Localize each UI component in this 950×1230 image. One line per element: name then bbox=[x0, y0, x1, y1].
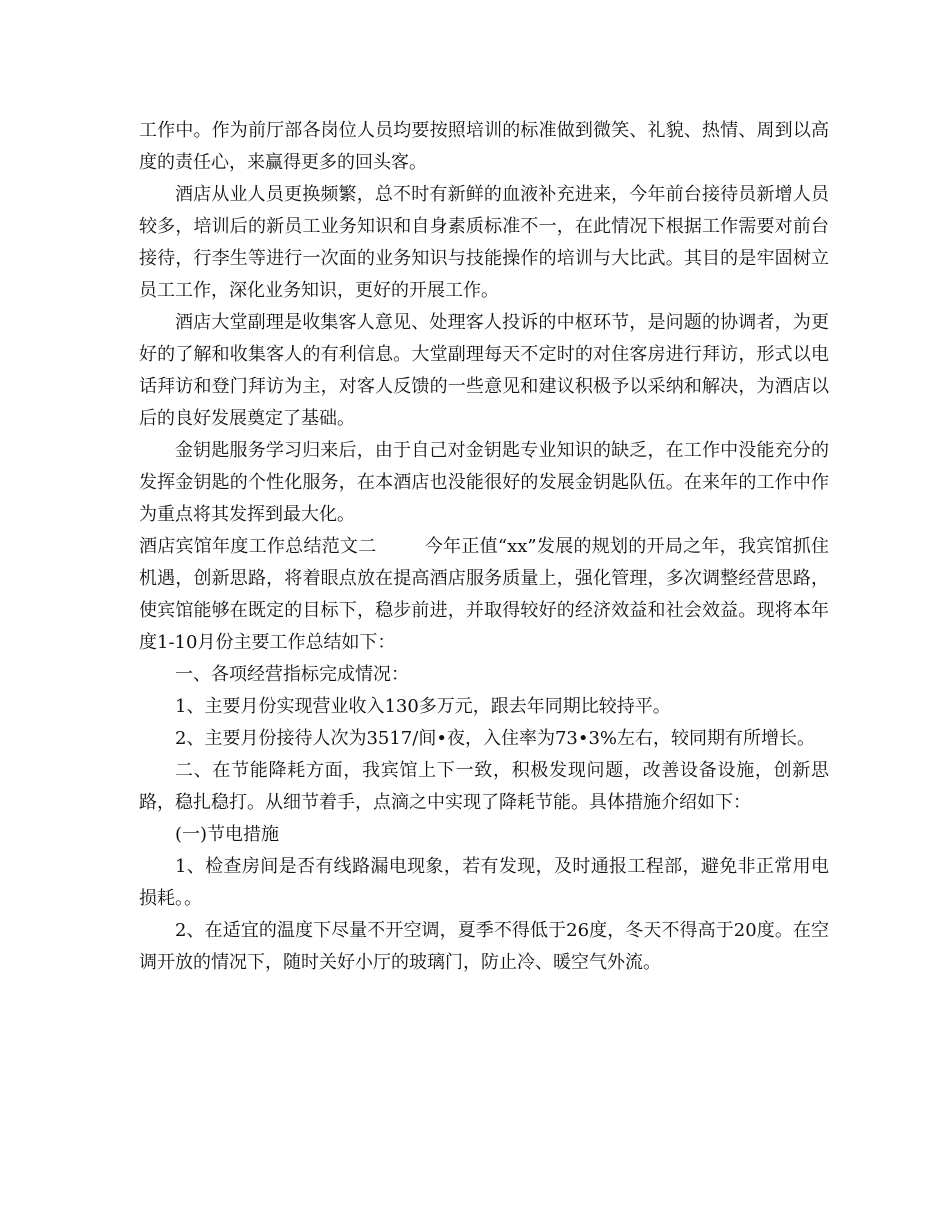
paragraph-12: 2、在适宜的温度下尽量不开空调，夏季不得低于26度，冬天不得高于20度。在空调开放的情况下，随时关好小厅的玻璃门，防止冷、暖空气外流。 bbox=[139, 920, 829, 973]
paragraph-5 bbox=[139, 531, 829, 659]
paragraph-10: (一)节电措施 bbox=[175, 824, 280, 845]
section-heading: 酒店宾馆年度工作总结范文二 bbox=[139, 536, 377, 557]
paragraph-3: 酒店大堂副理是收集客人意见、处理客人投诉的中枢环节，是问题的协调者，为更好的了解和收集客人的有利信息。大堂副理每天不定时的对住客房进行拜访，形式以电话拜访和登门拜访为主，对客人反馈的一些意见和建议积极予以采纳和解决，为酒店以后的良好发展奠定了基础。 bbox=[139, 312, 829, 429]
paragraph-9: 二、在节能降耗方面，我宾馆上下一致，积极发现问题，改善设备设施，创新思路，稳扎稳打。从细节着手，点滴之中实现了降耗节能。具体措施介绍如下： bbox=[139, 760, 829, 813]
paragraph-11: 1、检查房间是否有线路漏电现象，若有发现，及时通报工程部，避免非正常用电损耗。。 bbox=[139, 856, 829, 909]
paragraph-7: 1、主要月份实现营业收入130多万元，跟去年同期比较持平。 bbox=[175, 696, 671, 717]
document-body bbox=[139, 115, 829, 979]
paragraph-2: 酒店从业人员更换频繁，总不时有新鲜的血液补充进来，今年前台接待员新增人员较多，培训后的新员工业务知识和自身素质标准不一，在此情况下根据工作需要对前台接待，行李生等进行一次面的业务知识与技能操作的培训与大比武。其目的是牢固树立员工工作，深化业务知识，更好的开展工作。 bbox=[139, 184, 829, 301]
paragraph-1: 工作中。作为前厅部各岗位人员均要按照培训的标准做到微笑、礼貌、热情、周到以高度的责任心，来赢得更多的回头客。 bbox=[139, 120, 829, 173]
paragraph-5-text: 今年正值“xx”发展的规划的开局之年，我宾馆抓住机遇，创新思路，将着眼点放在提高酒店服务质量上，强化管理，多次调整经营思路，使宾馆能够在既定的目标下，稳步前进，并取得较好的经济效益和社会效益。现将本年度1-10月份主要工作总结如下： bbox=[139, 536, 830, 653]
paragraph-4: 金钥匙服务学习归来后，由于自己对金钥匙专业知识的缺乏，在工作中没能充分的发挥金钥匙的个性化服务，在本酒店也没能很好的发展金钥匙队伍。在来年的工作中作为重点将其发挥到最大化。 bbox=[139, 440, 829, 525]
paragraph-8: 2、主要月份接待人次为3517/间•夜，入住率为73•3%左右，较同期有所增长。 bbox=[175, 728, 816, 749]
paragraph-6: 一、各项经营指标完成情况： bbox=[175, 664, 409, 685]
